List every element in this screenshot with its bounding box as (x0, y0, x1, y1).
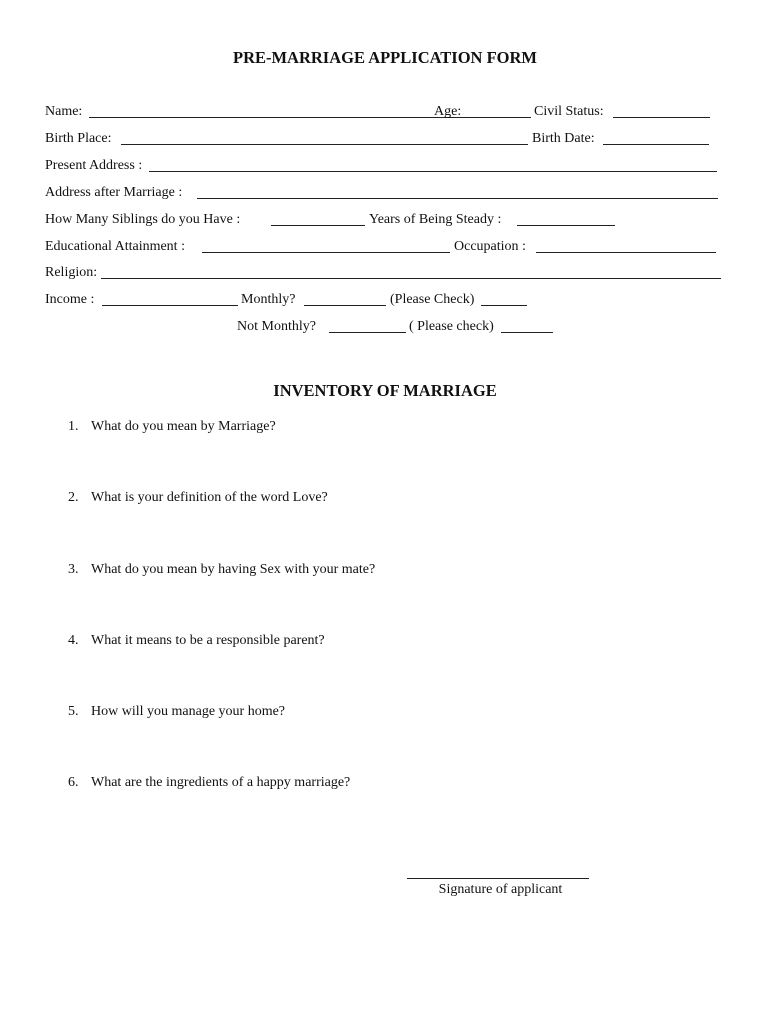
row-education (45, 237, 725, 257)
birth-place-field[interactable] (121, 144, 528, 145)
not-monthly-check-field[interactable] (501, 332, 553, 333)
row-present-address (45, 156, 725, 176)
monthly-check-field[interactable] (481, 305, 527, 306)
not-monthly-label: Not Monthly? (237, 319, 316, 334)
age-label: Age: (434, 104, 462, 119)
address-after-marriage-label: Address after Marriage : (45, 185, 183, 200)
civil-status-label: Civil Status: (534, 104, 604, 119)
present-address-field[interactable] (149, 171, 717, 172)
row-name (45, 102, 725, 122)
name-label: Name: (45, 104, 83, 119)
birth-date-label: Birth Date: (532, 131, 595, 146)
form-title: PRE-MARRIAGE APPLICATION FORM (232, 48, 538, 67)
siblings-label: How Many Siblings do you Have : (45, 212, 241, 227)
please-check-label-2: ( Please check) (409, 319, 494, 334)
row-birth (45, 129, 725, 149)
education-field[interactable] (202, 252, 450, 253)
question-text: What do you mean by having Sex with your mate? (91, 562, 376, 577)
siblings-field[interactable] (271, 225, 365, 226)
monthly-field[interactable] (304, 305, 386, 306)
age-field[interactable] (464, 117, 531, 118)
question-number: 5. (68, 704, 79, 719)
occupation-field[interactable] (536, 252, 716, 253)
birth-date-field[interactable] (603, 144, 709, 145)
years-steady-field[interactable] (517, 225, 615, 226)
birth-place-label: Birth Place: (45, 131, 112, 146)
inventory-heading: INVENTORY OF MARRIAGE (273, 381, 497, 400)
row-religion (45, 263, 725, 283)
question-text: How will you manage your home? (91, 704, 286, 719)
question-number: 4. (68, 633, 79, 648)
row-siblings (45, 210, 725, 230)
row-not-monthly (45, 317, 725, 337)
address-after-marriage-field[interactable] (197, 198, 718, 199)
question-number: 2. (68, 490, 79, 505)
question-text: What do you mean by Marriage? (91, 419, 276, 434)
religion-field[interactable] (101, 278, 721, 279)
not-monthly-field[interactable] (329, 332, 406, 333)
present-address-label: Present Address : (45, 158, 143, 173)
row-income (45, 290, 725, 310)
income-field[interactable] (102, 305, 238, 306)
religion-label: Religion: (45, 265, 98, 280)
education-label: Educational Attainment : (45, 239, 185, 254)
question-text: What are the ingredients of a happy marriage? (91, 775, 351, 790)
years-steady-label: Years of Being Steady : (369, 212, 502, 227)
occupation-label: Occupation : (454, 239, 526, 254)
question-text: What is your definition of the word Love? (91, 490, 328, 505)
please-check-label-1: (Please Check) (390, 292, 475, 307)
question-number: 1. (68, 419, 79, 434)
question-number: 3. (68, 562, 79, 577)
income-label: Income : (45, 292, 95, 307)
signature-field[interactable] (407, 878, 589, 879)
name-field[interactable] (89, 117, 473, 118)
row-address-after-marriage (45, 183, 725, 203)
question-text: What it means to be a responsible parent? (91, 633, 325, 648)
question-number: 6. (68, 775, 79, 790)
signature-label: Signature of applicant (438, 882, 563, 897)
monthly-label: Monthly? (241, 292, 296, 307)
civil-status-field[interactable] (613, 117, 710, 118)
